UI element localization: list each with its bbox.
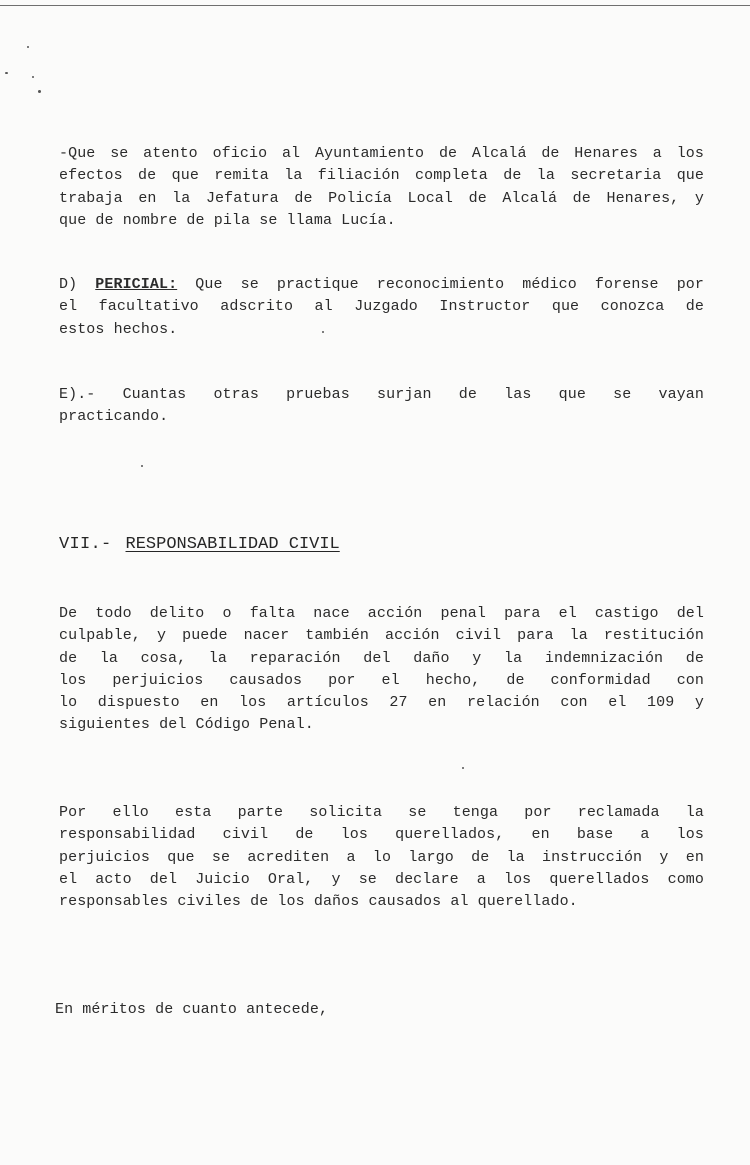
- text-line: los perjuicios causados por el hecho, de conformidad con: [59, 671, 704, 689]
- text-line: responsabilidad civil de los querellados, en base a los: [59, 826, 704, 844]
- text-line: culpable, y puede nacer también acción civil para la restitución: [59, 627, 704, 645]
- text-line: el facultativo adscrito al Juzgado Instructor que conozca de: [59, 298, 704, 316]
- text-line: de la cosa, la reparación del daño y la indemnización de: [59, 649, 704, 667]
- paragraph-por-ello: [59, 802, 704, 913]
- text-line: [59, 274, 704, 296]
- text-line: De todo delito o falta nace acción penal para el castigo del: [59, 605, 704, 622]
- paragraph-delito: [59, 603, 704, 737]
- text-line: -Que se atento oficio al Ayuntamiento de Alcalá de Henares a los: [59, 145, 704, 162]
- section-heading: [59, 533, 340, 557]
- text-line: que de nombre de pila se llama Lucía.: [59, 211, 396, 229]
- scan-speck: [32, 76, 34, 78]
- paragraph-oficio: [59, 143, 704, 232]
- text-line: perjuicios que se acrediten a lo largo de la instrucción y en: [59, 848, 704, 866]
- top-border-line: [0, 5, 750, 6]
- text-line: estos hechos.: [59, 320, 178, 338]
- text-line: siguientes del Código Penal.: [59, 716, 314, 734]
- scan-speck: [27, 46, 29, 48]
- paragraph-pericial: [59, 274, 704, 341]
- text-line: el acto del Juicio Oral, y se declare a los querellados como: [59, 870, 704, 888]
- scan-speck: [38, 90, 41, 93]
- scan-speck: [5, 72, 8, 74]
- text-line: efectos de que remita la filiación completa de la secretaria que: [59, 167, 704, 185]
- scan-speck: [462, 767, 464, 769]
- pericial-label: PERICIAL:: [95, 276, 178, 293]
- section-title: RESPONSABILIDAD CIVIL: [125, 535, 340, 554]
- text-line: E).- Cuantas otras pruebas surjan de las que se vayan: [59, 386, 704, 403]
- text-line: responsables civiles de los daños causados al querellado.: [59, 893, 578, 911]
- text-line: trabaja en la Jefatura de Policía Local de Alcalá de Henares, y: [59, 189, 704, 207]
- text-line: practicando.: [59, 408, 169, 426]
- text-fragment: Que se practique reconocimiento médico forense por: [177, 276, 704, 293]
- scan-speck: [141, 465, 143, 467]
- text-line: En méritos de cuanto antecede,: [55, 1001, 329, 1018]
- closing-line: [55, 999, 700, 1021]
- text-line: lo dispuesto en los artículos 27 en relación con el 109 y: [59, 694, 704, 712]
- section-number: VII.-: [59, 535, 112, 554]
- paragraph-pruebas: [59, 384, 704, 429]
- text-line: Por ello esta parte solicita se tenga por reclamada la: [59, 804, 704, 821]
- item-letter: D): [59, 276, 96, 293]
